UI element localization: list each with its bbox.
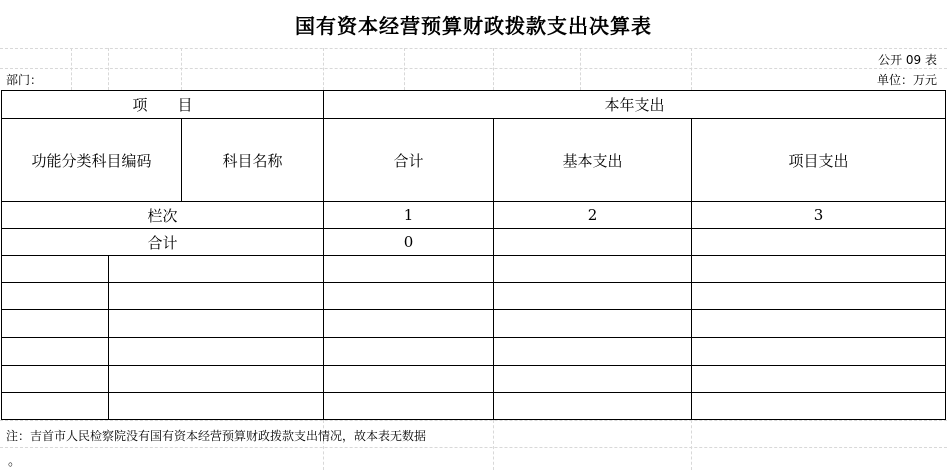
table-cell — [324, 393, 494, 420]
header-row-1 — [2, 91, 946, 119]
table-cell — [109, 366, 324, 393]
table-cell — [494, 393, 692, 420]
table-cell — [692, 393, 946, 420]
unit-label: 单位：万元 — [876, 73, 937, 87]
expenditure-table — [1, 90, 946, 420]
table-cell — [494, 338, 692, 366]
total-row — [2, 229, 946, 256]
table-row — [2, 338, 946, 366]
header-row-2 — [2, 119, 946, 202]
table-cell — [324, 366, 494, 393]
table-cell — [2, 283, 109, 310]
table-cell — [494, 310, 692, 338]
table-cell — [109, 338, 324, 366]
table-row — [2, 366, 946, 393]
report-title: 国有资本经营预算财政拨款支出决算表 — [295, 13, 652, 38]
column-index-2: 2 — [494, 202, 692, 229]
table-code: 公开 09 表 — [878, 53, 937, 67]
column-index-row — [2, 202, 946, 229]
column-index-1: 1 — [324, 202, 494, 229]
header-basic: 基本支出 — [494, 119, 692, 202]
table-cell — [494, 256, 692, 283]
table-cell — [494, 283, 692, 310]
table-cell — [692, 366, 946, 393]
table-cell — [2, 393, 109, 420]
header-func-code: 功能分类科目编码 — [2, 119, 182, 202]
table-cell — [2, 366, 109, 393]
table-cell — [324, 310, 494, 338]
total-row-total: 0 — [324, 229, 494, 256]
table-cell — [109, 393, 324, 420]
table-cell — [109, 283, 324, 310]
column-index-label: 栏次 — [2, 202, 324, 229]
table-row — [2, 256, 946, 283]
table-cell — [324, 256, 494, 283]
total-row-label: 合计 — [2, 229, 324, 256]
table-cell — [2, 310, 109, 338]
footnote: 注：吉首市人民检察院没有国有资本经营预算财政拨款支出情况，故本表无数据 — [6, 429, 427, 443]
total-row-basic — [494, 229, 692, 256]
total-row-project — [692, 229, 946, 256]
table-cell — [494, 366, 692, 393]
table-cell — [324, 283, 494, 310]
header-total: 合计 — [324, 119, 494, 202]
table-cell — [692, 283, 946, 310]
table-cell — [109, 256, 324, 283]
table-cell — [692, 310, 946, 338]
department-label: 部门： — [6, 73, 43, 87]
table-row — [2, 310, 946, 338]
footnote-end: 。 — [8, 454, 22, 469]
table-cell — [2, 256, 109, 283]
table-cell — [109, 310, 324, 338]
table-cell — [692, 338, 946, 366]
header-current-year: 本年支出 — [324, 91, 946, 119]
table-cell — [2, 338, 109, 366]
table-row — [2, 283, 946, 310]
header-item: 项 目 — [2, 91, 324, 119]
column-index-3: 3 — [692, 202, 946, 229]
header-project: 项目支出 — [692, 119, 946, 202]
header-subject-name: 科目名称 — [182, 119, 324, 202]
table-cell — [324, 338, 494, 366]
table-cell — [692, 256, 946, 283]
table-row — [2, 393, 946, 420]
